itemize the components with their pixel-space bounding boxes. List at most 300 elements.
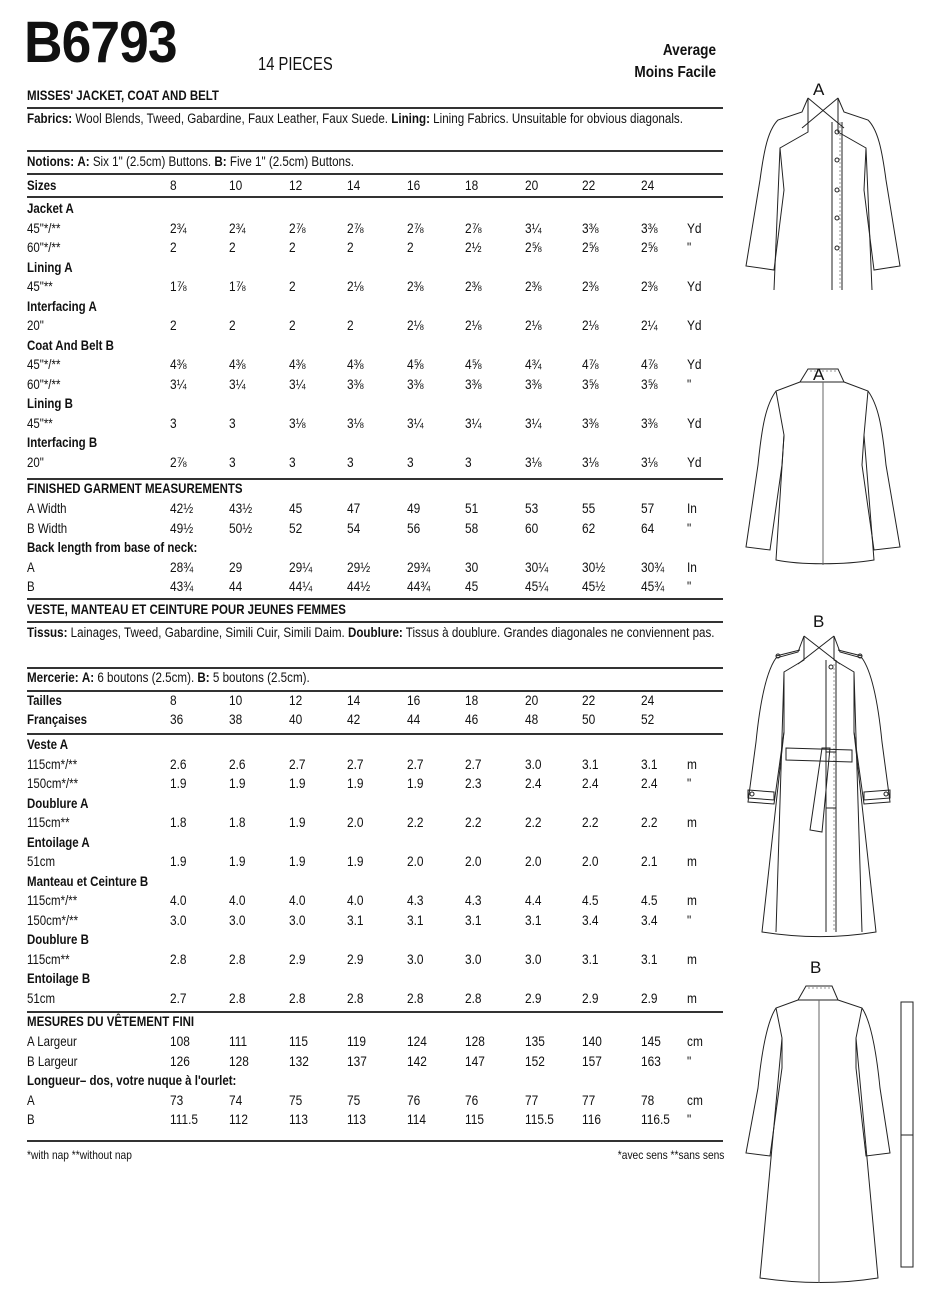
- heading-label: Manteau et Ceinture B: [27, 872, 149, 889]
- cell: 4⅝: [407, 356, 424, 372]
- cell: 50½: [229, 519, 253, 536]
- unit: m: [687, 892, 697, 908]
- cell: 2½: [465, 239, 482, 255]
- notions-a-label: A:: [77, 154, 90, 169]
- cell: 57: [641, 500, 655, 516]
- cell: 3.1: [465, 911, 482, 928]
- unit: cm: [687, 1033, 703, 1049]
- french-sizes-row: [27, 710, 727, 729]
- table-row: [27, 1091, 727, 1110]
- cell: 38: [229, 711, 243, 727]
- notions-b-label: B:: [197, 670, 210, 685]
- row-label: 45"*/**: [27, 356, 61, 372]
- french-title: VESTE, MANTEAU ET CEINTURE POUR JEUNES FEMMES: [27, 601, 346, 617]
- notions-label: Notions:: [27, 154, 75, 169]
- section-heading: [27, 336, 727, 355]
- cell: 132: [289, 1052, 309, 1069]
- cell: 147: [465, 1052, 485, 1069]
- cell: 2: [289, 239, 296, 255]
- english-notions: [27, 153, 722, 171]
- difficulty: [634, 40, 716, 84]
- cell: 3.0: [465, 950, 482, 967]
- cell: 3¼: [525, 414, 542, 431]
- cell: 44: [407, 711, 421, 727]
- difficulty-fr: Moins Facile: [634, 64, 716, 81]
- cell: 30: [465, 558, 479, 575]
- cell: 52: [289, 519, 303, 536]
- divider: [27, 196, 723, 198]
- cell: 24: [641, 692, 655, 708]
- cell: 3⅝: [641, 375, 658, 392]
- cell: 3.0: [525, 755, 542, 772]
- table-row: [27, 238, 727, 257]
- cell: 113: [347, 1111, 366, 1127]
- difficulty-en: Average: [662, 42, 716, 59]
- cell: 3: [170, 414, 177, 431]
- row-label: B Width: [27, 519, 68, 536]
- row-label: 115cm*/**: [27, 892, 78, 908]
- cell: 3: [229, 453, 236, 470]
- row-label: B: [27, 1111, 35, 1127]
- heading-label: Entoilage B: [27, 970, 91, 986]
- cell: 2.9: [289, 950, 306, 967]
- piece-count: 14 PIECES: [258, 54, 333, 74]
- cell: 2.2: [465, 814, 482, 830]
- unit: cm: [687, 1091, 703, 1108]
- table-row: [27, 774, 727, 793]
- cell: 3.4: [641, 911, 658, 928]
- cell: 3.1: [641, 755, 658, 772]
- heading-label: Doublure A: [27, 794, 89, 811]
- cell: 2⅛: [525, 317, 542, 333]
- cell: 157: [582, 1052, 602, 1069]
- cell: 3.1: [347, 911, 364, 928]
- view-label: A: [813, 80, 825, 99]
- unit: m: [687, 814, 697, 830]
- table-row: [27, 989, 727, 1008]
- section-heading: [27, 394, 727, 413]
- row-label: 150cm*/**: [27, 775, 79, 791]
- row-label: 115cm*/**: [27, 755, 78, 772]
- cell: 4⅜: [229, 356, 246, 372]
- cell: 2: [347, 239, 354, 255]
- cell: 30½: [582, 558, 606, 575]
- section-heading: [27, 735, 727, 754]
- cell: 1⅞: [229, 278, 246, 294]
- cell: 2.7: [465, 755, 482, 772]
- lining-text: Lining Fabrics. Unsuitable for obvious diagonals.: [433, 111, 683, 126]
- cell: 3⅜: [347, 375, 364, 392]
- table-row: [27, 453, 727, 472]
- cell: 111.5: [170, 1111, 199, 1127]
- cell: 55: [582, 500, 596, 516]
- cell: 4⅜: [170, 356, 187, 372]
- cell: 2⅜: [641, 278, 658, 294]
- row-label: 60"*/**: [27, 239, 61, 255]
- table-row: [27, 1052, 727, 1071]
- cell: 135: [525, 1033, 545, 1049]
- cell: 44½: [347, 578, 371, 594]
- cell: 1.9: [289, 853, 306, 869]
- cell: 36: [170, 711, 184, 727]
- cell: 2.0: [407, 853, 424, 869]
- illustration-coat-b-back-and-belt: [740, 958, 938, 1298]
- row-label: 60"*/**: [27, 375, 61, 392]
- table-row: [27, 755, 727, 774]
- table-row: [27, 891, 727, 910]
- cell: 4.0: [347, 892, 364, 908]
- cell: 40: [289, 711, 303, 727]
- cell: 3⅜: [465, 375, 482, 392]
- illustration-jacket-a-front: [740, 70, 938, 290]
- cell: 4⅜: [347, 356, 364, 372]
- cell: 22: [582, 692, 596, 708]
- cell: 3: [289, 453, 296, 470]
- cell: 12: [289, 692, 303, 708]
- unit: ": [687, 519, 692, 536]
- cell: 3.4: [582, 911, 599, 928]
- cell: 3⅜: [641, 414, 658, 431]
- cell: 2: [289, 317, 296, 333]
- cell: 22: [582, 177, 596, 193]
- cell: 126: [170, 1052, 190, 1069]
- cell: 3.0: [229, 911, 246, 928]
- unit: ": [687, 239, 692, 255]
- cell: 1⅞: [170, 278, 187, 294]
- cell: 4⅞: [641, 356, 658, 372]
- cell: 2⅞: [289, 219, 306, 236]
- cell: 8: [170, 692, 177, 708]
- heading-label: Coat And Belt B: [27, 336, 114, 353]
- french-notions: [27, 669, 722, 687]
- cell: 3¼: [525, 219, 542, 236]
- cell: 3.1: [641, 950, 658, 967]
- cell: 3⅜: [641, 219, 658, 236]
- cell: 145: [641, 1033, 661, 1049]
- cell: 58: [465, 519, 479, 536]
- section-heading: [27, 199, 727, 218]
- cell: 2.1: [641, 853, 658, 869]
- cell: 60: [525, 519, 539, 536]
- notions-b-text: 5 boutons (2.5cm).: [212, 670, 310, 685]
- divider: [27, 107, 723, 109]
- heading-label: Doublure B: [27, 931, 89, 947]
- cell: 3¼: [229, 375, 246, 392]
- cell: 128: [229, 1052, 249, 1069]
- cell: 3.0: [170, 911, 187, 928]
- cell: 2: [170, 317, 177, 333]
- cell: 1.9: [407, 775, 424, 791]
- illustration-jacket-a-back: [740, 365, 938, 605]
- cell: 1.9: [170, 853, 187, 869]
- section-heading: [27, 930, 727, 949]
- cell: 2⅜: [407, 278, 424, 294]
- unit: Yd: [687, 414, 702, 431]
- heading-label: Interfacing A: [27, 297, 97, 314]
- section-heading: [27, 1071, 727, 1090]
- cell: 54: [347, 519, 361, 536]
- table-row: [27, 852, 727, 871]
- cell: 42: [347, 711, 361, 727]
- cell: 43¾: [170, 578, 194, 594]
- cell: 30¼: [525, 558, 549, 575]
- notions-a-text: Six 1" (2.5cm) Buttons.: [92, 154, 212, 169]
- cell: 2.9: [347, 950, 364, 967]
- cell: 4.3: [465, 892, 482, 908]
- cell: 2⅞: [170, 453, 187, 470]
- nap-legend-en: *with nap **without nap: [27, 1148, 132, 1162]
- cell: 3⅜: [407, 375, 424, 392]
- cell: 3⅛: [525, 453, 542, 470]
- cell: 10: [229, 692, 243, 708]
- row-label: 20": [27, 317, 44, 333]
- cell: 3⅜: [582, 219, 599, 236]
- cell: 45¼: [525, 578, 549, 594]
- view-label: B: [810, 958, 822, 977]
- cell: 112: [229, 1111, 248, 1127]
- cell: 45: [465, 578, 479, 594]
- unit: In: [687, 500, 697, 516]
- cell: 3⅛: [347, 414, 364, 431]
- unit: Yd: [687, 317, 702, 333]
- cell: 2⅛: [582, 317, 599, 333]
- cell: 114: [407, 1111, 426, 1127]
- section-heading: [27, 833, 727, 852]
- cell: 115: [465, 1111, 484, 1127]
- notions-b-label: B:: [214, 154, 227, 169]
- cell: 3⅛: [582, 453, 599, 470]
- cell: 2.2: [582, 814, 599, 830]
- cell: 137: [347, 1052, 367, 1069]
- table-row: [27, 1032, 727, 1051]
- cell: 45¾: [641, 578, 665, 594]
- cell: 44¾: [407, 578, 431, 594]
- cell: 3: [347, 453, 354, 470]
- cell: 116: [582, 1111, 601, 1127]
- cell: 2.0: [582, 853, 599, 869]
- cell: 2.8: [289, 989, 306, 1006]
- row-label: 45"**: [27, 414, 53, 431]
- cell: 2.3: [465, 775, 482, 791]
- cell: 2⅝: [641, 239, 658, 255]
- cell: 3.0: [407, 950, 424, 967]
- cell: 1.9: [229, 775, 246, 791]
- table-row: [27, 316, 727, 335]
- cell: 75: [347, 1091, 361, 1108]
- cell: 4.0: [170, 892, 187, 908]
- finished-title: FINISHED GARMENT MEASUREMENTS: [27, 480, 243, 496]
- heading-label: Veste A: [27, 736, 69, 752]
- row-label: 20": [27, 453, 44, 470]
- cell: 3⅝: [582, 375, 599, 392]
- cell: 8: [170, 177, 177, 193]
- cell: 2.4: [641, 775, 658, 791]
- cell: 76: [407, 1091, 421, 1108]
- cell: 4.4: [525, 892, 542, 908]
- unit: ": [687, 1111, 692, 1127]
- cell: 115: [289, 1033, 308, 1049]
- lining-label: Doublure:: [347, 625, 403, 640]
- cell: 2⅜: [525, 278, 542, 294]
- cell: 2.8: [347, 989, 364, 1006]
- finished-title-fr: MESURES DU VÊTEMENT FINI: [27, 1013, 195, 1029]
- cell: 52: [641, 711, 655, 727]
- cell: 2.7: [347, 755, 364, 772]
- table-row: [27, 1110, 727, 1129]
- section-heading: [27, 258, 727, 277]
- cell: 3.1: [525, 911, 542, 928]
- cell: 2.4: [582, 775, 599, 791]
- cell: 1.9: [289, 814, 306, 830]
- table-row: [27, 219, 727, 238]
- cell: 2⅞: [347, 219, 364, 236]
- notions-b-text: Five 1" (2.5cm) Buttons.: [229, 154, 355, 169]
- cell: 2: [170, 239, 177, 255]
- cell: 2.0: [525, 853, 542, 869]
- english-fabrics: [27, 110, 722, 128]
- fabrics-text: Wool Blends, Tweed, Gabardine, Faux Leather, Faux Suede.: [75, 111, 389, 126]
- cell: 44¼: [289, 578, 313, 594]
- cell: 29¾: [407, 558, 431, 575]
- cell: 2.7: [170, 989, 187, 1006]
- cell: 2.2: [525, 814, 542, 830]
- cell: 128: [465, 1033, 485, 1049]
- row-label: 115cm**: [27, 950, 70, 967]
- cell: 2.8: [407, 989, 424, 1006]
- notions-a-text: 6 boutons (2.5cm).: [97, 670, 195, 685]
- cell: 2.6: [170, 755, 187, 772]
- cell: 62: [582, 519, 596, 536]
- cell: 2.7: [289, 755, 306, 772]
- cell: 29: [229, 558, 243, 575]
- cell: 14: [347, 177, 361, 193]
- section-heading: [27, 297, 727, 316]
- cell: 2.8: [465, 989, 482, 1006]
- table-row: [27, 577, 727, 596]
- cell: 3.1: [582, 755, 599, 772]
- cell: 16: [407, 177, 421, 193]
- cell: 51: [465, 500, 479, 516]
- cell: 111: [229, 1033, 248, 1049]
- cell: 3.0: [289, 911, 306, 928]
- unit: Yd: [687, 453, 702, 470]
- row-label: A: [27, 1091, 35, 1108]
- divider: [27, 621, 723, 623]
- cell: 64: [641, 519, 655, 536]
- section-heading: [27, 969, 727, 988]
- cell: 2.4: [525, 775, 542, 791]
- cell: 56: [407, 519, 421, 536]
- cell: 2: [347, 317, 354, 333]
- cell: 140: [582, 1033, 602, 1049]
- cell: 30¾: [641, 558, 665, 575]
- cell: 4.0: [289, 892, 306, 908]
- cell: 18: [465, 692, 479, 708]
- sizes-label: Tailles: [27, 692, 62, 708]
- row-label: B: [27, 578, 35, 594]
- cell: 2: [229, 317, 236, 333]
- cell: 77: [582, 1091, 596, 1108]
- cell: 2.8: [170, 950, 187, 967]
- cell: 1.9: [347, 775, 364, 791]
- cell: 75: [289, 1091, 303, 1108]
- french-sizes-label: Françaises: [27, 711, 88, 727]
- section-heading: [27, 538, 727, 557]
- cell: 113: [289, 1111, 308, 1127]
- heading-label: Jacket A: [27, 200, 74, 216]
- unit: ": [687, 375, 692, 392]
- fabrics-label: Fabrics:: [27, 111, 73, 126]
- row-label: 45"*/**: [27, 219, 61, 236]
- row-label: A: [27, 558, 35, 575]
- cell: 2⅞: [407, 219, 424, 236]
- cell: 4.5: [641, 892, 658, 908]
- cell: 2¾: [229, 219, 246, 236]
- sizes-label: Sizes: [27, 177, 57, 193]
- table-row: [27, 414, 727, 433]
- cell: 2¼: [641, 317, 658, 333]
- cell: 4.0: [229, 892, 246, 908]
- cell: 73: [170, 1091, 184, 1108]
- cell: 28¾: [170, 558, 194, 575]
- table-row: [27, 519, 727, 538]
- cell: 2¾: [170, 219, 187, 236]
- cell: 3¼: [465, 414, 482, 431]
- row-label: 51cm: [27, 853, 56, 869]
- cell: 3⅜: [525, 375, 542, 392]
- cell: 2⅜: [582, 278, 599, 294]
- fabrics-label: Tissus:: [27, 625, 68, 640]
- unit: ": [687, 775, 692, 791]
- cell: 49½: [170, 519, 194, 536]
- cell: 10: [229, 177, 243, 193]
- row-label: B Largeur: [27, 1052, 78, 1069]
- divider: [27, 173, 723, 175]
- cell: 20: [525, 177, 539, 193]
- cell: 1.9: [347, 853, 364, 869]
- notions-label: Mercerie:: [27, 670, 79, 685]
- french-fabrics: [27, 624, 722, 642]
- cell: 1.8: [170, 814, 187, 830]
- cell: 3¼: [289, 375, 306, 392]
- cell: 2.7: [407, 755, 424, 772]
- unit: m: [687, 755, 697, 772]
- row-label: 150cm*/**: [27, 911, 79, 928]
- illustration-coat-b-front: [740, 612, 938, 942]
- cell: 1.9: [229, 853, 246, 869]
- cell: 3.0: [525, 950, 542, 967]
- cell: 24: [641, 177, 655, 193]
- cell: 42½: [170, 500, 194, 516]
- unit: Yd: [687, 356, 702, 372]
- unit: m: [687, 989, 697, 1006]
- heading-label: Entoilage A: [27, 833, 90, 850]
- cell: 74: [229, 1091, 243, 1108]
- pattern-number: B6793: [24, 10, 177, 75]
- cell: 2.8: [229, 989, 246, 1006]
- unit: ": [687, 1052, 692, 1069]
- cell: 49: [407, 500, 421, 516]
- cell: 1.8: [229, 814, 246, 830]
- cell: 3⅛: [289, 414, 306, 431]
- cell: 16: [407, 692, 421, 708]
- table-row: [27, 950, 727, 969]
- unit: In: [687, 558, 697, 575]
- table-row: [27, 355, 727, 374]
- cell: 50: [582, 711, 596, 727]
- cell: 43½: [229, 500, 253, 516]
- cell: 4⅜: [289, 356, 306, 372]
